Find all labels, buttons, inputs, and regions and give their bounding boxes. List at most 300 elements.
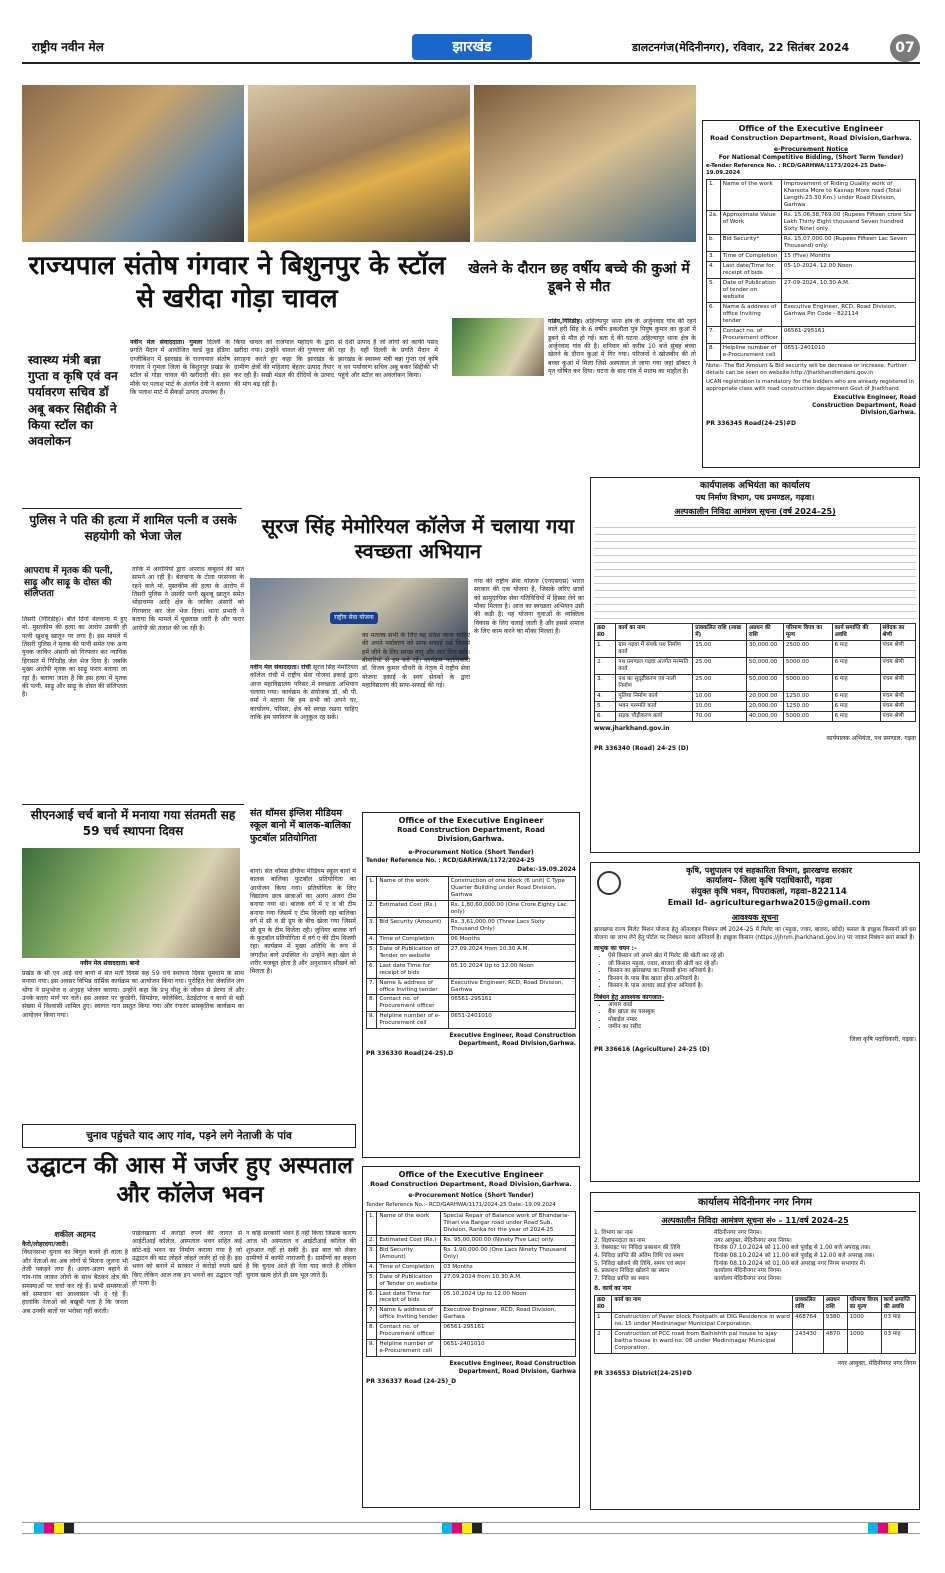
table-cell: Last date Time for receipt of bids	[377, 1289, 441, 1306]
table-cell: पंचम श्रेणी	[880, 641, 915, 658]
photo-governor-stall-2	[248, 85, 470, 242]
story2-body: अहिल्यापुर थाना क्षेत्र के अर्जुनवाद गांव की रहने वाले हरी सिंह के 6 वर्षीय इकलौता पुत्र पियुष कुमार का कुआं में डूबने से मौत हो गई। बता दें की घटना अहिल्यापुर थाना क्षेत्र के अर्जुनवाद गांव की है। शनिवार को करीब 10 बजे सुबह बच्चा खेलने के दौरान कुआं में गिर गया। परिजनों ने खोजबीन की तो बच्चा कुआं में मिला जिसे अस्पताल ले जाया गया जहां डॉक्टर ने मृत घोषित कर दिया। घटना के बाद गांव में मातम का माहौल है।	[548, 318, 696, 376]
table-cell: सड़क चौड़ीकरण कार्य	[616, 712, 693, 722]
section-label: झारखंड	[452, 39, 492, 55]
story7-body1: विधानसभा चुनाव का बिगुल बजने ही वाला है और नेताओं का अब लोगों से मिलना जुलना भी तेजी पकड़ने लगा है। अलग-अलग बहाने से गांव-गांव जाकर लोगों के साथ बैठकर क्षेत्र की समस्याओं पर चर्चा कर रहे हैं। सभी समस्याओं को समाधान का आश्वासन भी दे रहे हैं। हालांकि नेताओं को बखूबी पता है कि जनता अब उनकी बातों पर भरोसा नहीं करती।	[22, 1249, 128, 1315]
nagar-nigam-ad	[590, 1192, 920, 1510]
table-cell: Rs. 1,90,000.00 (One Lacs Ninety Thousand Only)	[441, 1245, 576, 1262]
tender2-title1: कार्यपालक अभियंता का कार्यालय	[700, 481, 810, 491]
table-cell: 1000	[847, 1312, 881, 1329]
tender3-title1: Office of the Executive Engineer	[398, 816, 544, 825]
story3-headline: पुलिस ने पति की हत्या में शामिल पत्नी व उसके सहयोगी को भेजा जेल	[29, 513, 237, 543]
info-label: 6. प्रकाशन निविदा खोलने का स्थान	[594, 1268, 670, 1275]
table-cell: 9.	[367, 1340, 377, 1357]
table-cell: Date of Publication of Tender on website	[377, 944, 448, 961]
table-cell: 7.	[367, 978, 377, 995]
story1-col1	[130, 339, 230, 503]
table-cell: 0651-2401010	[781, 344, 915, 361]
tender4-sign: Executive Engineer, Road Construction Department, Road Division, Garhwa	[449, 1361, 576, 1375]
tender1-note: Note:- The Bid Amount & Bid security will be decrease or increase. Further details can be seen on website http://jharkhandtenders.gov.in	[706, 363, 907, 377]
table-cell: 20,000.00	[746, 692, 783, 702]
table-cell: 1000	[847, 1329, 881, 1353]
table-cell: Name & address of office Inviting tender	[377, 978, 448, 995]
story7-body2: पाईलखाना में करोड़ों रुपये की लागत से आईटीआई कॉलेज, अस्पताल भवन सहित कई छोटे-बड़े भवन का निर्माण कराया गया है जो उद्घाटन की बाट जोहते जोहते जर्जर हो रहे हैं। इस भवन को बनाने में सरकार ने करोड़ों रुपये खर्च किए लेकिन आज तक इन भवनों का उद्घाटन नहीं हो पाया है।	[132, 1230, 242, 1288]
table-cell: 50,000.00	[746, 675, 783, 692]
nigam-notice: अल्पकालीन निविदा आमंत्रण सूचना सं० – 11/वर्ष 2024–25	[661, 1216, 849, 1225]
table-cell: 6 माह	[832, 712, 880, 722]
table-cell: पंचम श्रेणी	[880, 658, 915, 675]
table-cell: 05.10.2024 Up to 12.00 Noon	[448, 961, 575, 978]
table-cell: 5000.00	[783, 675, 832, 692]
table-row	[595, 1312, 916, 1329]
tender4-notice: e-Procurement Notice (Short Tender)	[408, 1191, 534, 1199]
story6-body: बानो। संत थॉमस इंग्लिश मीडियम स्कूल बानो में बालक बालिका फुटबॉल प्रतियोगिता का आयोजन किया गया। प्रतियोगिता के लिए विद्यालय छात्र छात्राओं का अलग अलग टीम बनाया गया था। बालक वर्ग में ए व बी टीम बनाया गया जिसमें ए टीम विजयी रहा बालिका वर्ग में सी व डी ग्रुप के बीच खेला गया जिसमें सी ग्रुप के टीम विजेता रही। जुनियर बालक वर्ग के फुटबॉल प्रतियोगिता में वर्ग ए की टीम विजयी रहा। कार्यक्रम में मुख्य अतिथि के रूप में जगदीश बागे उपस्थित थे। उन्होंने कहा खेल से शरीर मजबूत होता है और अनुशासन सीखने को मिलता है।	[250, 868, 356, 976]
table-cell: पंचम श्रेणी	[880, 702, 915, 712]
table-cell: Estimated Cost (Rs.)	[377, 1235, 441, 1245]
story7-kicker-box	[22, 1124, 356, 1148]
table-cell: Rs. 15,06,38,769.00 (Rupees Fifteen crore Six Lakh Thirty Eight thousand Seven hundred Sixty Nine) only	[781, 211, 915, 235]
table-cell: 8.	[367, 995, 377, 1012]
story2-dateline: गांडेय,गिरिडीह।	[548, 318, 583, 325]
table-cell: 7.	[707, 327, 721, 344]
table-cell: Bid Security (Amount)	[377, 1245, 441, 1262]
tender3-pr: PR 336330 Road(24-25).D	[366, 1050, 454, 1058]
table-row	[367, 1340, 576, 1357]
table-cell: 1.	[707, 180, 721, 211]
table-row	[707, 327, 916, 344]
story5-body-wrap	[22, 970, 244, 1120]
table-cell: 06 Months	[448, 934, 575, 944]
table-cell: 6.	[595, 712, 616, 722]
table-cell: 4870	[823, 1329, 847, 1353]
info-value: दिनांक 08.10.2024 को 11.00 बजे पूर्वाह्न से 12.00 बजे अपराह्न तक।	[714, 1252, 875, 1259]
table-cell: 10.00	[693, 702, 747, 712]
table-cell: Name of the work	[720, 180, 781, 211]
tender4-title2: Road Construction Department, Road Division,Garhwa.	[370, 1180, 572, 1189]
table-cell: 468764	[793, 1312, 824, 1329]
tender2-info-lines	[594, 521, 916, 621]
table-cell: Contact no. of Procurement officer	[377, 995, 448, 1012]
story5-photo	[22, 848, 240, 958]
table-cell: 3.	[707, 252, 721, 262]
info-label: 1. विभाग का नाम	[594, 1230, 633, 1237]
table-cell: Time of Completion	[377, 934, 448, 944]
tender3-sign: Executive Engineer, Road Construction Department, Road Division,Garhwa.	[449, 1033, 576, 1047]
table-row	[367, 995, 576, 1012]
agri-docs-title: निबंधन हेतु आवश्यक कागजात–	[594, 993, 665, 1001]
table-cell: 5.	[595, 702, 616, 712]
story5-headline: सीएनआई चर्च बानो में मनाया गया संतमती सह 59 चर्च स्थापना दिवस	[30, 808, 236, 838]
table-cell: 2	[595, 1329, 612, 1353]
table-cell: 03 Months	[441, 1262, 576, 1272]
table-cell: 5.	[367, 1272, 377, 1289]
agri-list-title: लाभुक का चयन :–	[594, 945, 637, 953]
table-cell: 2.	[367, 1235, 377, 1245]
divider-story5	[22, 804, 244, 805]
table-cell: Name & address of office Inviting tender	[377, 1306, 441, 1323]
table-header-cell: कार्य समाप्ति की अवधि	[832, 624, 880, 641]
table-cell: 05-10-2024, 12.00 Noon	[781, 262, 915, 279]
story2-photo	[452, 318, 544, 376]
story7-headline: उद्घाटन की आस में जर्जर हुए अस्पताल और कॉलेज भवन	[26, 1153, 354, 1208]
story4-headline: सूरज सिंह मेमोरियल कॉलेज में चलाया गया स्वच्छता अभियान	[261, 514, 575, 563]
table-row	[367, 1012, 576, 1029]
nigam-work-title: 8. कार्य का नाम	[594, 1285, 631, 1293]
table-header-cell: कार्य का नाम	[612, 1295, 793, 1312]
info-value: मेदिनीनगर नगर निगम।	[714, 1230, 762, 1237]
table-cell: Estimated Cost (Rs.)	[377, 900, 448, 917]
table-cell: Bid Security*	[720, 235, 781, 252]
table-header-cell: क्र0 सं0	[595, 624, 616, 641]
dateline: डालटनगंज(मेदिनीनगर), रविवार, 22 सितंबर 2024	[632, 41, 850, 54]
table-cell: 1.	[595, 641, 616, 658]
table-cell: भवन मरम्मति कार्य	[616, 702, 693, 712]
agri-sign: जिला कृषि पदाधिकारी, गढ़वा।	[849, 1035, 916, 1043]
tender-ad-1173	[702, 120, 920, 468]
tender-ad-1171	[362, 1166, 580, 1508]
table-cell: 06561-295161	[781, 327, 915, 344]
table-cell: Helpline number of e-Procurement cell	[720, 344, 781, 361]
table-cell: Last date Time for receipt of bids	[377, 961, 448, 978]
table-cell: Rs. 1,80,60,000.00 (One Crore Eighty Lac only)	[448, 900, 575, 917]
info-value: नगर आयुक्त, मेदिनीनगर नगर निगम।	[714, 1237, 792, 1244]
table-cell: Rs. 3,61,000.00 (Three Lacs Sixty Thousand Only)	[448, 917, 575, 934]
info-label: 2. विज्ञापनदाता का नाम	[594, 1237, 646, 1244]
divider-story3	[22, 508, 242, 509]
story7-col1	[22, 1230, 128, 1506]
table-cell: 8.	[367, 1323, 377, 1340]
table-cell: 6 माह	[832, 675, 880, 692]
table-cell: 15 (Five) Months	[781, 252, 915, 262]
table-cell: Name of the work	[377, 876, 448, 900]
table-cell: Date of Publication of tender on website	[720, 279, 781, 303]
agri-title3: संयुक्त कृषि भवन, पिपराकलां, गढ़वा–822114	[691, 887, 847, 898]
tender2-sign: कार्यपालक अभियंता, पथ प्रमण्डल, गढ़वा	[826, 735, 916, 743]
story5-photo-caption: नवीन मेल संवाददाता। बानो	[80, 960, 140, 967]
agri-notice-ad	[590, 862, 920, 1182]
table-row	[595, 712, 916, 722]
story3-body-left	[22, 616, 127, 802]
tender-ad-pathnirman	[590, 477, 920, 853]
table-cell: 06561-295161	[441, 1323, 576, 1340]
tender3-ref: Tender Reference No. : RCD/GARHWA/1172/2024-25	[366, 858, 535, 865]
table-cell: Helpline number of e-Procurement cell	[377, 1012, 448, 1029]
table-cell: 5000.00	[783, 712, 832, 722]
story4-body1: सूरज सिंह मेमोरियल कॉलेज रांची में राष्ट्रीय सेवा योजना इकाई द्वारा आज महाविद्यालय परिसर में स्वच्छता अभियान चलाया गया। कार्यक्रम के संयोजक डॉ. श्री पी. वर्मा ने बताया कि हम सभी को अपने घर, कार्यालय, परिसर, क्षेत्र को स्वच्छ रखना चाहिए ताकि हम पर्यावरण के अनुकूल रह सकें।	[250, 664, 358, 722]
table-cell: 4.	[367, 1262, 377, 1272]
tender1-note2: UCAN registration is mandatory for the bidders who are already registered in appropriate class with road construction department Govt.of Jharkhand.	[706, 379, 914, 393]
table-cell: b.	[707, 235, 721, 252]
tender1-ref: e-Tender Reference No. : RCD/GARHWA/1173/2024-25 Date- 19.09.2024	[706, 163, 887, 177]
story3-body: तिसरी (गिरिडीह)। बीते दिनों बेलवाना में हुए मो. मुस्तकीम की हत्या का आरोप उसकी ही पत्नी खुशबू खातून पर लगा है। इस मामले में तिसरी पुलिस ने मृतक की पत्नी समेत एक अन्य युवक जाकिर अंसारी को गिरफ्तार कर न्यायिक हिरासत में गिरिडीह जेल भेज दिया है। जबकि मुख्य आरोपी मृतक का साढ़ू फरार बताया जा रहा है। बताया जाता है कि इस हत्या में मृतक की पत्नी, साढ़ू और साढ़ू के दोस्त की संलिप्तता है।	[22, 616, 127, 699]
table-header-cell: क्र0 सं0	[595, 1295, 612, 1312]
table-cell: Improvement of Riding Quality work of Kharsota More to Kasnap More road (Total Length-23.30 Km.) under Road Division, Garhwa	[781, 180, 915, 211]
tender1-title2: Road Construction Department, Road Division,Garhwa.	[710, 134, 912, 143]
table-cell: 9380	[823, 1312, 847, 1329]
table-cell: Date of Publication of Tender on website	[377, 1272, 441, 1289]
tender4-table	[366, 1211, 576, 1358]
table-cell: 15.00	[693, 641, 747, 658]
table-cell: 6.	[367, 1289, 377, 1306]
table-cell: 27.09.2024 from 10.30 A.M.	[448, 944, 575, 961]
table-row	[595, 641, 916, 658]
info-value: दिनांक 07.10.2024 को 11.00 बजे पूर्वाह्न से 1.00 बजे अपराह्न तक।	[714, 1245, 871, 1252]
table-cell: पंचम श्रेणी	[880, 692, 915, 702]
table-cell: 3.	[595, 675, 616, 692]
color-swatches-mid	[442, 1523, 482, 1536]
story4-col3	[474, 578, 584, 804]
section-tab	[412, 34, 532, 60]
table-cell: 30,000.00	[746, 641, 783, 658]
table-header-cell: संवेदक का श्रेणी	[880, 624, 915, 641]
story1-col2	[234, 339, 334, 503]
table-row	[595, 702, 916, 712]
table-row	[367, 1289, 576, 1306]
table-cell: पुलिया निर्माण कार्य	[616, 692, 693, 702]
table-cell: Time of Completion	[377, 1262, 441, 1272]
info-label: 5. निविदा खोलने की तिथि, समय एवं स्थान	[594, 1260, 686, 1267]
color-swatches-left	[34, 1523, 74, 1536]
tender2-foot: www.jharkhand.gov.in	[594, 725, 670, 733]
table-cell: 2.	[367, 900, 377, 917]
story7-byline: शकील अहमद	[54, 1230, 96, 1239]
story2-headline: खेलने के दौरान छह वर्षीय बच्चे की कुआं में डूबने से मौत	[468, 261, 690, 296]
table-row	[367, 1211, 576, 1235]
story4-banner: राष्ट्रीय सेवा योजना	[330, 612, 378, 624]
page-number: 07	[895, 40, 915, 56]
table-header-cell: अग्रधन राशि	[823, 1295, 847, 1312]
table-cell: 6 माह	[832, 692, 880, 702]
table-row	[707, 262, 916, 279]
info-row	[594, 1253, 916, 1261]
table-cell: 4.	[595, 692, 616, 702]
table-cell: 70.00	[693, 712, 747, 722]
table-cell: 25.00	[693, 658, 747, 675]
table-cell: 1.	[367, 876, 377, 900]
table-cell: Rs. 15,07,000.00 (Rupees Fifteen Lac Seven Thousand) only.	[781, 235, 915, 252]
table-cell: Helpline number of e-Procurement cell	[377, 1340, 441, 1357]
story6-body-wrap	[250, 868, 356, 1118]
table-row	[707, 279, 916, 303]
table-header-row	[595, 1295, 916, 1312]
table-row	[367, 1272, 576, 1289]
table-row	[367, 1245, 576, 1262]
table-cell: Construction of Paver block Footpath at DIG Residence in ward no. 15 under Medininagar Municipal Corporation.	[612, 1312, 793, 1329]
table-cell: Name of the work	[377, 1211, 441, 1235]
table-row	[367, 944, 576, 961]
page-header	[22, 34, 920, 64]
table-cell: पथ प्रमण्डल गढ़वा अंतर्गत मरम्मति कार्य	[616, 658, 693, 675]
agri-docs	[594, 1002, 916, 1032]
story1-headline: राज्यपाल संतोष गंगवार ने बिशुनपुर के स्टॉल से खरीदा गोड़ा चावल	[28, 251, 446, 314]
story7-col2	[132, 1230, 242, 1506]
story4-body3: गया की राष्ट्रीय सेवा योजना (एनएसएस) भारत सरकार की एक योजना है, जिसके जरिए छात्रों को सामुदायिक सेवा गतिविधियों में हिस्सा लेने का मौका मिलता है। आज का स्वच्छता अभियान उसी की कड़ी है। यह योजना युवाओं के व्यक्तित्व विकास के लिए चलाई जाती है और इससे समाज के लिए काम करने का मौका मिलता है।	[474, 578, 584, 636]
table-cell: Construction of one block (6 unit) C Type Quarter Building under Road Division, Garhwa	[448, 876, 575, 900]
table-cell: 5.	[367, 944, 377, 961]
table-cell: 9.	[367, 1012, 377, 1029]
table-row	[367, 1235, 576, 1245]
tender1-subtitle: For National Competitive Bidding, (Short Term Tender)	[718, 153, 904, 161]
table-cell: 1250.00	[783, 702, 832, 712]
tender1-table	[706, 179, 916, 361]
table-cell: Contact no. of Procurement officer	[377, 1323, 441, 1340]
table-row	[367, 961, 576, 978]
tender-ad-1172	[362, 812, 580, 1158]
table-cell: Executive Engineer, RCD, Road Division, Garhwa Pin Code - 822114	[781, 303, 915, 327]
info-row	[594, 1261, 916, 1269]
table-header-cell: परिमाण विपत्र का मूल्य	[847, 1295, 881, 1312]
story4-dateline: नवीन मेल संवाददाता। रांची	[250, 664, 311, 671]
table-cell: Executive Engineer, RCD, Road Division, Garhwa	[448, 978, 575, 995]
table-row	[595, 658, 916, 675]
table-cell: 1	[595, 1312, 612, 1329]
tender3-notice: e-Procurement Notice (Short Tender)	[408, 848, 534, 856]
table-cell: 8.	[707, 344, 721, 361]
table-cell: 4.	[367, 934, 377, 944]
tender1-title1: Office of the Executive Engineer	[738, 124, 884, 133]
header-rule	[22, 62, 920, 64]
table-cell: 5.	[707, 279, 721, 303]
table-row	[595, 1329, 916, 1353]
story1-dateline: नवीन मेल संवाददाता। गुमला	[130, 339, 203, 346]
table-row	[707, 252, 916, 262]
info-row	[594, 1245, 916, 1253]
story5-body: प्रखंड के सी एन आई चर्च बानो में संत मती दिवस सह 59 चर्च स्थापना दिवस धूमधाम के साथ मनाया गया। इस अवसर विभिन्न धार्मिक कार्यक्रम का आयोजन किया गया। पुरोहित रेवा जेकलिन लंग थोंगा ने प्रभुभोज व अनुग्रह भोजन कराया। उन्होंने कहा कि प्रभु यीशु के जीवन से प्रेरणा लें और उनके बताए मार्ग पर चलें। इस अवसर पर कुरडेगी, सिमडेगा, कोलेबिरा, ठेठईटांगर व बानो से बड़ी संख्या में विश्वासी शामिल हुए। स्वागत गान प्रस्तुत किया गया और रंगारंग सांस्कृतिक कार्यक्रम का आयोजन किया गया।	[22, 970, 244, 1019]
table-cell: 6 माह	[832, 658, 880, 675]
table-cell: 6 माह	[832, 702, 880, 712]
nigam-table	[594, 1295, 916, 1354]
agri-title2: कार्यालय– जिला कृषि पदाधिकारी, गढ़वा	[706, 876, 832, 887]
table-cell: 3.	[367, 1245, 377, 1262]
table-cell: 2.	[595, 658, 616, 675]
story4-body2: का मतलब सभी के लिए यह संदेश जाना चाहिए की अपने पर्यावरण को साफ सफाई रखें जिससे हमें जीने के लिए स्वच्छ वायु और जल मिल सके। बीमारियों से हम बचे रहें। कार्यक्रम पदाधिकारी डॉ. विजय कुमार चौधरी के नेतृत्व में राष्ट्रीय सेवा योजना इकाई के स्वयं सेवकों के द्वारा महाविद्यालय की साफ-सफाई की गई।	[362, 632, 470, 690]
tender2-pr: PR 336340 (Road) 24-25 (D)	[594, 744, 689, 752]
table-header-cell: अग्रधन की राशि	[746, 624, 783, 641]
info-label: 4. निविदा प्राप्ति की अंतिम तिथि एवं समय	[594, 1252, 684, 1259]
story7-body3: न कोई सरकारी भवन है नहीं किया जिसके कारण आज भी अस्पताल व आईटीआई कॉलेज की शुरुआत नहीं हो सकी है। इस बात को लेकर ग्रामीणों में काफी नाराजगी है। ग्रामीणों का कहना है कि चुनाव आते ही नेता याद करते हैं लेकिन चुनाव खत्म होते ही सब भूल जाते हैं।	[246, 1230, 356, 1279]
list-item: • किसान के पास आधार कार्ड होना अनिवार्य है।	[608, 983, 916, 991]
table-cell: Construction of PCC road from Baihishth pal house to ajay baitha house in ward no. 08 under Medininagar Municipal Corporation.	[612, 1329, 793, 1353]
table-row	[707, 303, 916, 327]
agri-notice: आवश्यक सूचना	[731, 912, 779, 922]
list-item: • मोबाईल नम्बर	[608, 1017, 916, 1025]
story4-col2	[362, 632, 470, 804]
table-cell: Special Repair of Balance work of Bhandaria-Tihari via Bargar road under Road Sub. Division, Ranka for the year of 2024-25	[441, 1211, 576, 1235]
table-row	[367, 1323, 576, 1340]
table-cell: Last date/Time for receipt of bids	[720, 262, 781, 279]
table-header-cell: परिमाण विपत्र का मूल्य	[783, 624, 832, 641]
table-cell: 6 माह	[832, 641, 880, 658]
story1-body1: दिल्ली के प्रगति मैदान में आयोजित वर्ल्ड फूड इंडिया एग्जीबिशन में झारखंड के राज्यपाल संतोष गंगवार ने गुमला जिला के बिशुनपुर प्रखंड के स्टॉल से गोड़ा चावल की खरीदारी की। इस मौके पर पलाश मार्ट के अंतर्गत देवी ने बताया कि पलाश मार्ट में सैकड़ों उत्पाद उपलब्ध हैं।	[130, 339, 230, 397]
table-row	[707, 211, 916, 235]
info-value: कार्यालय मेदिनीनगर नगर निगम।	[714, 1275, 782, 1282]
table-cell: Contact no. of Procurement officer	[720, 327, 781, 344]
tender4-pr: PR 336337 Road (24-25)_D	[366, 1378, 457, 1386]
story7-kicker: चुनाव पहुंचते याद आए गांव, पड़ने लगे नेताजी के पांव	[86, 1130, 292, 1142]
table-row	[707, 344, 916, 361]
agri-body: झारखण्ड राज्य मिलेट मिशन योजना हेतु ऑनलाइन निबंधन वर्ष 2024–25 में मिलेट का (मड़ुवा, ज्वार, बाजरा, कोदो) फसल के इच्छुक किसानों को इस योजना का लाभ लेने हेतु पोर्टल पर निबंधन करना अनिवार्य है। इच्छुक किसान (https://jhnm.jharkhand.gov.in) पर जाकर निबंधन करा सकते हैं।	[594, 927, 916, 941]
table-cell: 6.	[707, 303, 721, 327]
table-cell: 27-09-2024, 10.30 A.M.	[781, 279, 915, 303]
tender2-table	[594, 623, 916, 722]
table-cell: पंचम श्रेणी	[880, 712, 915, 722]
story6-headline: संत थॉमस इंग्लिश मीडियम स्कूल बानो में बालक-बालिका फुटबॉल प्रतियोगिता	[250, 808, 351, 844]
table-cell: 5000.00	[783, 658, 832, 675]
agri-pr: PR 336616 (Agriculture) 24-25 (D)	[594, 1045, 710, 1053]
story2-body-wrap	[548, 318, 696, 466]
table-cell: पथ का सुदृढ़ीकरण एवं नाली निर्माण	[616, 675, 693, 692]
tender2-notice: अल्पकालीन निविदा आमंत्रण सूचना (वर्ष 2024–25)	[674, 507, 836, 517]
list-item: • आधार कार्ड	[608, 1002, 916, 1010]
story7-col3	[246, 1230, 356, 1506]
masthead-logo: राष्ट्रीय नवीन मेल	[32, 40, 104, 54]
tender3-date: Date:-19.09.2024	[517, 865, 576, 873]
table-cell: 03 माह	[881, 1329, 915, 1353]
info-value: दिनांक 08.10.2024 को 01.00 बजे अपराह्न नगर निगम सभागार में।	[714, 1260, 866, 1267]
table-cell: 20,000.00	[746, 702, 783, 712]
nigam-sign: नगर आयुक्त, मेदिनीनगर नगर निगम	[837, 1359, 916, 1367]
table-row	[367, 876, 576, 900]
table-cell: 1250.00	[783, 692, 832, 702]
info-value: कार्यालय मेदिनीनगर नगर निगम।	[714, 1268, 782, 1275]
list-item: • किसान का झारखण्ड का निवासी होना अनिवार्य है।	[608, 968, 916, 976]
table-cell: 243430	[793, 1329, 824, 1353]
tender4-title1: Office of the Executive Engineer	[398, 1170, 544, 1179]
table-cell: 7.	[367, 1306, 377, 1323]
story3-body2: ताकि में आरोपियों द्वारा अपराध कबूलने की बात सामने आ रही है। बेलवाना के टोला परसनवा के रहने वाले मो. मुस्तकीम की हत्या के आरोप में तिसरी पुलिस ने उसकी पत्नी खुशबू खातून समेत थोड़ाचम्पा आदि क्षेत्र के जाकिर अंसारी को गिरफ्तार कर जेल भेज दिया। थाना प्रभारी ने बताया कि मामले में पूछताछ जारी है और फरार आरोपी की तलाश की जा रही है।	[132, 566, 244, 632]
tender3-table	[366, 876, 576, 1030]
table-cell: 50,000.00	[746, 658, 783, 675]
table-row	[595, 692, 916, 702]
table-cell: 1.	[367, 1211, 377, 1235]
table-row	[367, 1262, 576, 1272]
jharkhand-emblem-icon	[597, 871, 621, 895]
table-cell: Rs. 95,00,000.00 (Ninety Five Lac) only.	[441, 1235, 576, 1245]
table-row	[595, 675, 916, 692]
color-swatches-right	[868, 1523, 908, 1536]
table-cell: 27.09.2024 from 10.30 A.M.	[441, 1272, 576, 1289]
table-header-row	[595, 624, 916, 641]
table-cell: 3.	[367, 917, 377, 934]
table-cell: 6.	[367, 961, 377, 978]
list-item: • किसान के पास बैंक खाता होना अनिवार्य है।	[608, 976, 916, 984]
info-label: 7. निविदा प्राप्ति का स्थान	[594, 1275, 649, 1282]
table-header-cell: प्राक्कलित राशि (लाख में)	[693, 624, 747, 641]
nigam-info	[594, 1230, 916, 1283]
list-item: • जो किसान मड़ुवा, ज्वार, बाजरा की खेती कर रहे हों।	[608, 961, 916, 969]
story7-place: कैरो/लोहरदगा/जारी।	[22, 1240, 69, 1248]
story1-body2: किया चावल को राजपाल महोदय के द्वारा खरीदा गया। उन्होंने चावल की गुणवत्ता की सराहना करते हुए कहा कि झारखंड के ग्रामीण क्षेत्रों की महिलाएं बेहतर उत्पाद तैयार कर रही हैं। सखी मंडल की दीदियों के उत्पाद की मांग बढ़ रही है।	[234, 339, 334, 388]
table-cell: 10.00	[693, 692, 747, 702]
story3-body-right	[132, 566, 244, 802]
table-cell: 2a.	[707, 211, 721, 235]
story1-side-deck: स्वास्थ्य मंत्री बन्ना गुप्ता व कृषि एवं वन पर्यावरण सचिव डॉ अबू बकर सिद्दीकी ने किया स्टॉल का अवलोकन	[28, 353, 118, 448]
table-row	[707, 180, 916, 211]
nigam-title: कार्यालय मेदिनीनगर नगर निगम	[594, 1196, 916, 1212]
table-row	[367, 900, 576, 917]
table-cell: 0651-2401010	[441, 1340, 576, 1357]
table-cell: 4.	[707, 262, 721, 279]
table-row	[367, 934, 576, 944]
table-header-cell: प्राक्कलित राशि	[793, 1295, 824, 1312]
table-header-cell: कार्य का नाम	[616, 624, 693, 641]
table-cell: Executive Engineer, RCD, Road Division, Garhwa	[441, 1306, 576, 1323]
table-row	[367, 978, 576, 995]
table-row	[707, 235, 916, 252]
table-cell: 25.00	[693, 675, 747, 692]
agri-list	[594, 953, 916, 991]
story3-deck: आपराध में मृतक की पत्नी, साढ़ू और साढ़ू के दोस्त की संलिप्तता	[24, 566, 114, 600]
